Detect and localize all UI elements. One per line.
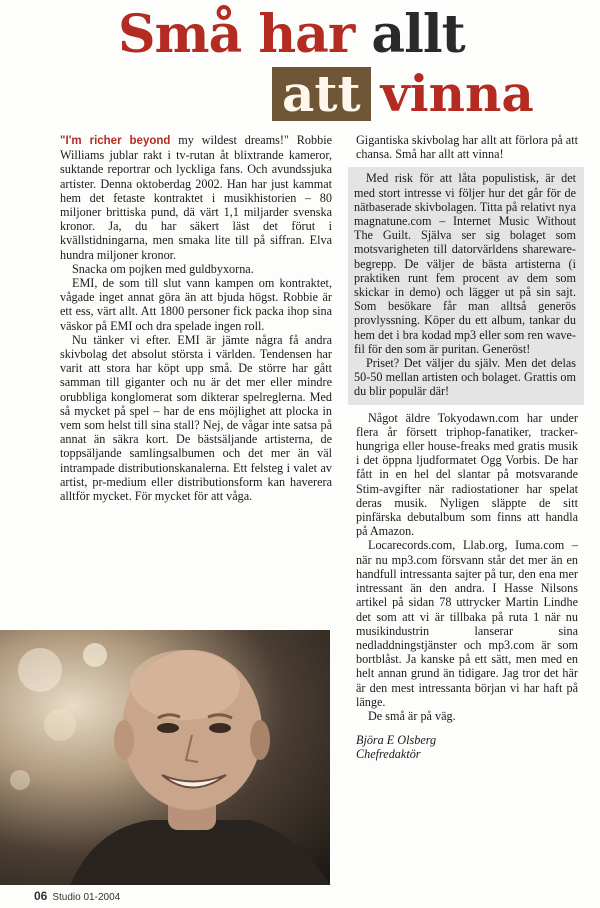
opening-paragraph: "I'm richer beyond my wildest dreams!" Robbie Williams jublar rakt i tv-rutan åt blixtrande kameror, suktande reportrar och lyckliga fans. Och avundssjuka artister. Denna oktoberdag 2002. Han har just kammat hem det fetaste kontraktet i musikhistorien – 80 miljoner brittiska pund, dä värt 1,1 miljarder svenska kronor. Ja, du har säkert läst det förut i kvällstidningarna, men smaka lite till på siffran. Elva hundra miljoner kronor. <box>60 133 332 262</box>
left-column <box>60 133 332 503</box>
highlighted-paragraph: Priset? Det väljer du själv. Men det delas 50-50 mellan artisten och bolaget. Grattis om du blir populär där! <box>354 356 576 399</box>
portrait-photo <box>0 630 330 885</box>
body-paragraph: EMI, de som till slut vann kampen om kontraktet, vågade inget annat göra än att bjuda högst. Robbie är ett ess, värt allt. Att 1800 personer fick packa ihop sina väskor på EMI och dra spelade ingen roll. <box>60 276 332 333</box>
right-intro-paragraph: Gigantiska skivbolag har allt att förlora på att chansa. Små har allt att vinna! <box>356 133 578 162</box>
page-footer <box>34 889 120 903</box>
body-paragraph: Nu tänker vi efter. EMI är jämte några få andra skivbolag det absolut största i världen. Tendensen har varit att stora har köpt upp små. De större har gått samman till giganter och nu är det mer eller mindre orubbliga konglomerat som dikterar spelreglerna. Med så mycket på spel – har de ens möjlighet att plocka in vem som helst till sina stall? Nej, de vågar inte satsa på annat än säkra kort. De bästsäljande artisterna, de toppsäljande samlingsalbumen och det mer än väl intrampade distributionskanalerna. Ett felsteg i valet av artist, pr-medium eller distributionsform kan haverera alltför mycket. För mycket för att våga. <box>60 332 332 504</box>
signature-name: Björa E Olsberg <box>356 733 437 748</box>
issue-label: Studio 01-2004 <box>52 892 121 903</box>
portrait-illustration <box>0 630 330 885</box>
body-paragraph: Något äldre Tokyodawn.com har under flera år försett triphop-fanatiker, tracker-hungriga eller house-freaks med gratis musik i det öppna ljudformatet Ogg Vorbis. De har fått in en hel del slantar på motsvarande Stim-avgifter när radiostationer har spelat deras musik. Nyligen släppte de sitt pinfärska debutalbum som finns att handla på Amazon. <box>356 410 578 539</box>
highlighted-paragraph: Med risk för att låta populistisk, är det med stort intresse vi följer hur det går för de nätbaserade skivbolagen. Titta på relativt nya magnatune.com – Internet Music Without The Guilt. Själva ser sig bolaget som motsvarigheten till datorvärldens shareware-begrepp. De väljer de bästa artisterna (i praktiken runt fem procent av dem som skickar in demo) och lägger ut på sin sajt. Som besökare får man alltså generös provlyssning. Köper du ett album, tankar du hem det i bra kodad mp3 eller som ren wave-fil för den som är puritan. Generöst! <box>354 171 576 356</box>
page-number: 06 <box>34 889 48 903</box>
headline-part2: allt <box>371 4 465 65</box>
headline-part4: vinna <box>380 64 534 123</box>
headline-part1: Små har <box>118 4 355 65</box>
signature-role: Chefredaktör <box>356 747 421 762</box>
right-column <box>356 133 578 762</box>
headline-part3-box: att <box>272 67 371 121</box>
lead-in-quote: "I'm richer beyond <box>60 135 171 147</box>
highlighted-box <box>348 167 584 404</box>
body-paragraph: Snacka om pojken med guldbyxorna. <box>72 261 254 276</box>
body-paragraph: Locarecords.com, Llab.org, Iuma.com – när nu mp3.com försvann står det mer än en handfull intressanta sajter på tur, den ena mer intressant än den andra. I Hasse Nilsons artikel på sidan 78 uttrycker Martin Lindhe det som att vi är tillbaka på ruta 1 när nu musikindustrin lanserar sina nedladdningstjänster och mp3.com är som bortblåst. Ja kanske på ett sätt, men med en helt annan grund än tidigare. Jag tror det här är den mest intressanta början vi har haft på länge. <box>356 538 578 709</box>
headline <box>0 0 600 122</box>
body-paragraph: De små är på väg. <box>368 708 456 723</box>
